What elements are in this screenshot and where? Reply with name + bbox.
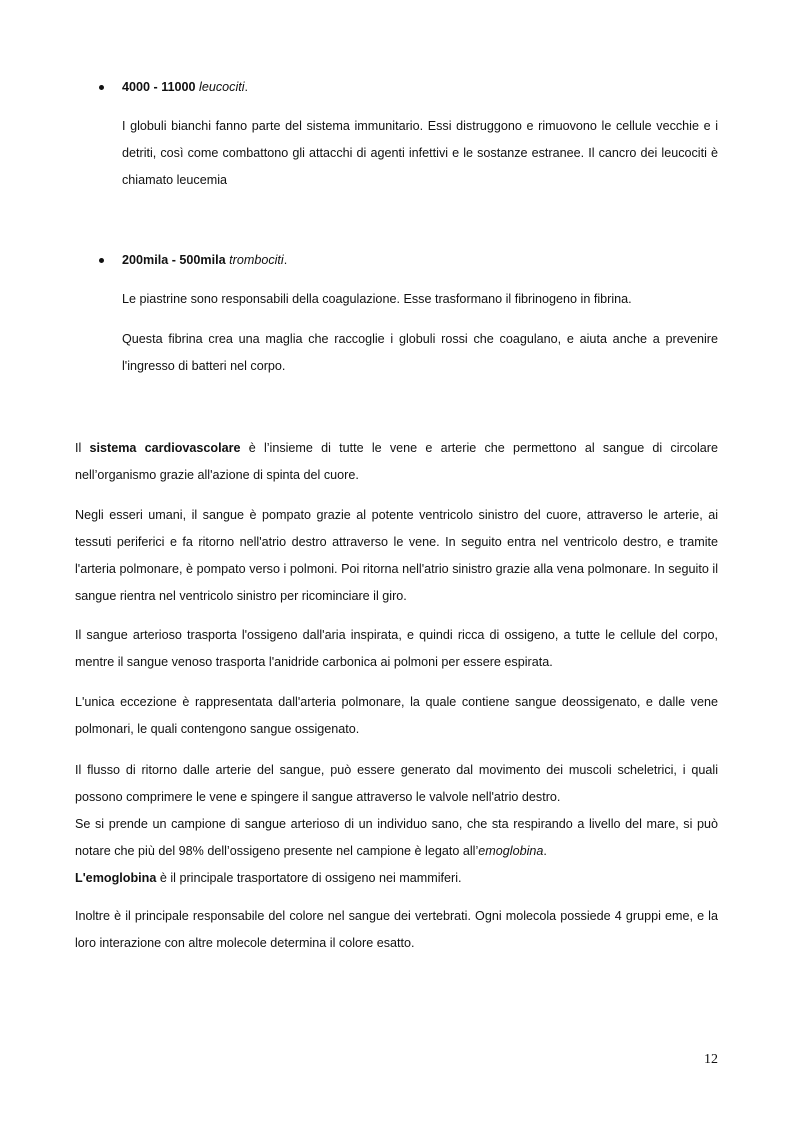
bullet-count: 4000 - 11000 <box>122 80 196 94</box>
paragraph-colore: Inoltre è il principale responsabile del colore nel sangue dei vertebrati. Ogni molecola possiede 4 gruppi eme, e la loro interazione con altre molecole determina il colore esatto. <box>75 909 718 950</box>
bullet-punct: . <box>244 80 249 94</box>
paragraph-sangue-arterioso: Il sangue arterioso trasporta l'ossigeno dall'aria inspirata, e quindi ricca di ossigeno, a tutte le cellule del corpo, mentre il sangue venoso trasporta l'anidride carbonica ai polmoni per essere espirata. <box>75 628 718 669</box>
bullet-dot <box>99 258 104 263</box>
italic-term: emoglobina <box>478 844 544 858</box>
text-span: Se si prende un campione di sangue arterioso di un individuo sano, che sta respirando a livello del mare, si può notare che più del 98% dell’ossigeno presente nel campione è legato all’ <box>75 817 718 858</box>
page-number: 12 <box>704 1052 718 1067</box>
bullet-punct: . <box>283 253 288 267</box>
text-span: Il flusso di ritorno dalle arterie del sangue, può essere generato dal movimento dei muscoli scheletrici, i quali possono comprimere le vene e spingere il sangue attraverso le valvole nell'atrio destro. <box>75 763 718 804</box>
paragraph-fibrina: Questa fibrina crea una maglia che raccoglie i globuli rossi che coagulano, e aiuta anche a prevenire l'ingresso di batteri nel corpo. <box>122 332 718 373</box>
text-span: . <box>543 844 547 858</box>
bullet-heading-trombociti <box>122 251 287 269</box>
paragraph-flusso-ritorno <box>75 757 718 892</box>
bullet-heading-leucociti <box>122 78 248 96</box>
paragraph-eccezione: L'unica eccezione è rappresentata dall'arteria polmonare, la quale contiene sangue deossigenato, e dalle vene polmonari, le quali contengono sangue ossigenato. <box>75 695 718 736</box>
bold-term: sistema cardiovascolare <box>89 441 241 455</box>
bullet-term: trombociti <box>229 253 284 267</box>
bullet-count: 200mila - 500mila <box>122 253 226 267</box>
bullet-term: leucociti <box>199 80 245 94</box>
paragraph-sistema-cardiovascolare <box>75 435 718 489</box>
text-span: è l’insieme di tutte le vene e arterie che permettono al sangue di circolare nell’organismo grazie all'azione di spinta del cuore. <box>75 441 718 482</box>
text-span: Il <box>75 441 90 455</box>
bullet-dot <box>99 85 104 90</box>
paragraph-piastrine: Le piastrine sono responsabili della coagulazione. Esse trasformano il fibrinogeno in fibrina. <box>122 292 632 306</box>
paragraph-leucociti: I globuli bianchi fanno parte del sistema immunitario. Essi distruggono e rimuovono le cellule vecchie e i detriti, così come combattono gli attacchi di agenti infettivi e le sostanze estranee. Il cancro dei leucociti è chiamato leucemia <box>122 119 718 187</box>
bold-term: L'emoglobina <box>75 871 157 885</box>
text-span: è il principale trasportatore di ossigeno nei mammiferi. <box>156 871 462 885</box>
paragraph-circolazione: Negli esseri umani, il sangue è pompato grazie al potente ventricolo sinistro del cuore, attraverso le arterie, ai tessuti periferici e fa ritorno nell'atrio destro attraverso le vene. In seguito entra nel ventricolo destro, e tramite l'arteria polmonare, è pompato verso i polmoni. Poi ritorna nell'atrio sinistro grazie alla vena polmonare. In seguito il sangue rientra nel ventricolo sinistro per ricominciare il giro. <box>75 508 718 603</box>
